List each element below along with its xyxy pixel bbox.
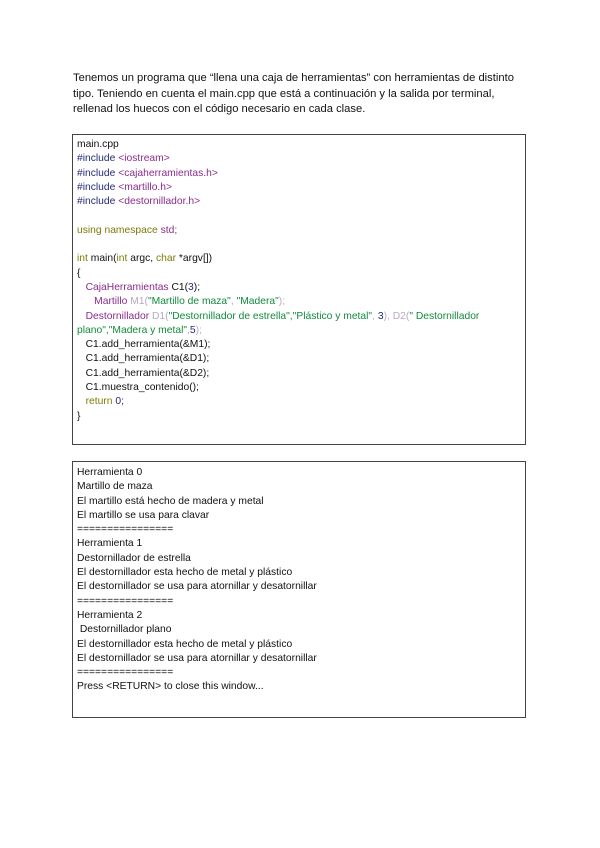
code-destornillador-line xyxy=(77,310,521,339)
code-filename: main.cpp xyxy=(77,139,119,150)
caja-type: CajaHerramientas xyxy=(85,281,169,293)
call-text: C1.muestra_contenido(); xyxy=(85,382,199,394)
include-keyword: #include xyxy=(77,153,116,165)
code-open-brace: { xyxy=(77,267,81,279)
martillo-string: "Martillo de maza" xyxy=(147,296,231,308)
call-text: C1.add_herramienta(&D2); xyxy=(85,367,210,379)
include-keyword: #include xyxy=(77,181,116,193)
code-include-line xyxy=(77,195,521,209)
code-include-line xyxy=(77,181,521,195)
output-line: Herramienta 1 xyxy=(77,538,143,550)
caja-end: ); xyxy=(193,281,201,293)
code-listing xyxy=(72,134,526,445)
destornillador-sep: , xyxy=(289,310,293,322)
output-separator: ================ xyxy=(77,524,174,536)
code-caja-line xyxy=(77,281,521,295)
argc-param: argc, xyxy=(127,253,157,265)
argv-param: *argv[]) xyxy=(176,253,213,265)
code-using-line xyxy=(77,224,521,238)
destornillador-type: Destornillador xyxy=(85,310,150,322)
martillo-end: ); xyxy=(278,296,286,308)
code-call-line xyxy=(77,381,521,395)
output-line: Destornillador plano xyxy=(77,624,172,636)
intro-line: Tenemos un programa que “llena una caja de herramientas” con herramientas de distinto xyxy=(73,72,514,84)
output-separator: ================ xyxy=(77,667,174,679)
output-line: El destornillador se usa para atornillar y desatornillar xyxy=(77,581,317,593)
code-include-line xyxy=(77,167,521,181)
caja-decl: C1( xyxy=(168,281,189,293)
destornillador-string: "Destornillador de estrella" xyxy=(168,310,290,322)
using-namespace: std; xyxy=(160,224,178,236)
output-line: Destornillador de estrella xyxy=(77,552,191,564)
destornillador-string: " Destornillador plano" xyxy=(77,310,480,336)
destornillador-number: 5 xyxy=(189,324,196,336)
destornillador-string: "Plástico y metal" xyxy=(292,310,373,322)
include-header: <cajaherramientas.h> xyxy=(118,167,218,179)
destornillador-string: "Madera y metal" xyxy=(108,324,188,336)
char-keyword: char xyxy=(156,253,177,265)
code-call-line xyxy=(77,367,521,381)
int-keyword: int xyxy=(77,253,88,265)
output-line: El destornillador esta hecho de metal y plástico xyxy=(77,638,293,650)
output-line: Martillo de maza xyxy=(77,481,153,493)
output-line: Herramienta 2 xyxy=(77,609,143,621)
code-close-brace: } xyxy=(77,410,81,422)
output-line: Herramienta 0 xyxy=(77,467,143,478)
martillo-var: M1( xyxy=(127,296,148,308)
martillo-type: Martillo xyxy=(94,296,128,308)
include-header: <destornillador.h> xyxy=(118,196,201,208)
output-prompt: Press <RETURN> to close this window... xyxy=(77,681,264,693)
code-return-line xyxy=(77,395,521,409)
caja-number: 3 xyxy=(188,281,194,293)
output-separator: ================ xyxy=(77,595,174,607)
call-text: C1.add_herramienta(&D1); xyxy=(85,353,210,365)
output-line: El martillo se usa para clavar xyxy=(77,509,210,521)
code-call-line xyxy=(77,338,521,352)
terminal-output xyxy=(72,461,526,718)
code-martillo-line xyxy=(77,295,521,309)
intro-line: tipo. Teniendo en cuenta el main.cpp que está a continuación y la salida por terminal, xyxy=(73,87,495,100)
output-line: El destornillador se usa para atornillar y desatornillar xyxy=(77,652,317,664)
main-name: main( xyxy=(87,253,117,265)
include-keyword: #include xyxy=(77,167,116,179)
intro-paragraph xyxy=(73,71,533,118)
include-keyword: #include xyxy=(77,196,116,208)
code-include-line xyxy=(77,152,521,166)
return-keyword: return xyxy=(85,396,113,408)
int-keyword: int xyxy=(116,253,128,265)
include-header: <iostream> xyxy=(118,153,170,165)
code-blank-line xyxy=(77,238,521,252)
destornillador-number: 3 xyxy=(377,310,384,322)
output-line: El destornillador esta hecho de metal y plástico xyxy=(77,567,293,579)
destornillador-sep: , xyxy=(105,324,109,336)
destornillador-end: ); xyxy=(195,324,202,336)
code-main-signature xyxy=(77,252,521,266)
martillo-sep: , xyxy=(230,296,237,308)
destornillador-var: ), D2( xyxy=(383,310,410,322)
destornillador-sep: , xyxy=(372,310,378,322)
intro-line: rellenad los huecos con el código necesario en cada clase. xyxy=(73,103,366,116)
return-value: 0; xyxy=(112,396,124,408)
code-call-line xyxy=(77,352,521,366)
martillo-string: "Madera" xyxy=(236,296,279,308)
call-text: C1.add_herramienta(&M1); xyxy=(85,339,211,351)
output-line: El martillo está hecho de madera y metal xyxy=(77,495,264,507)
include-header: <martillo.h> xyxy=(118,181,173,193)
destornillador-sep: , xyxy=(187,324,190,336)
using-keyword: using namespace xyxy=(77,224,158,236)
code-blank-line xyxy=(77,209,521,223)
destornillador-var: D1( xyxy=(149,310,169,322)
